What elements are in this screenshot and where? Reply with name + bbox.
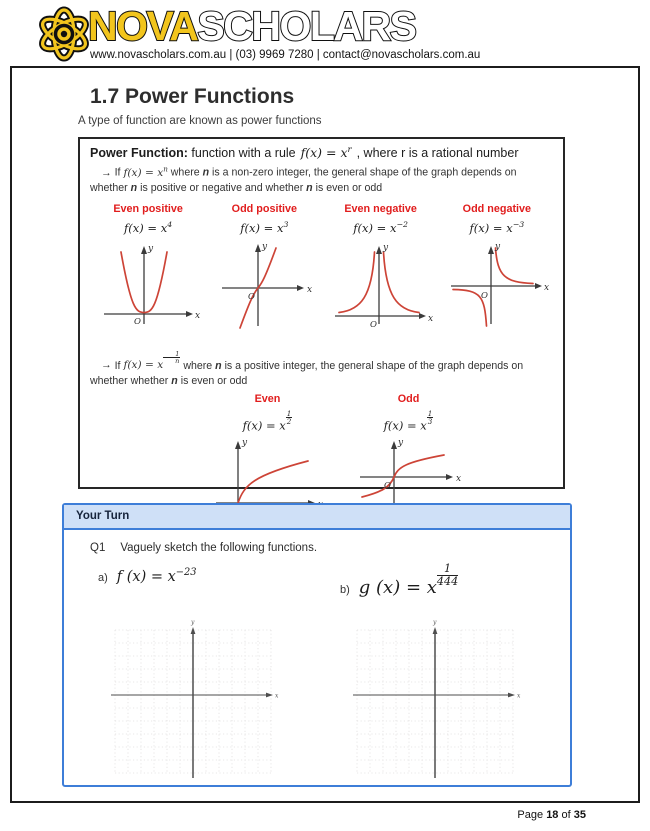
definition-rule-tail: , where r is a rational number (356, 146, 519, 161)
frac-den: 3 (427, 417, 433, 427)
arrow-icon: → (101, 166, 112, 179)
svg-text:y: y (433, 619, 437, 626)
variable-n: n (202, 166, 210, 179)
svg-text:x: x (275, 692, 279, 700)
column-formula (208, 410, 328, 432)
definition-box (78, 137, 565, 492)
part-a-math (117, 569, 197, 585)
bullet1-t4: is even or odd (315, 181, 383, 194)
sketch-grid-b (349, 620, 519, 782)
svg-text:x: x (195, 310, 201, 321)
atom-logo-icon (33, 5, 95, 63)
part-a-exp: −23 (175, 567, 197, 578)
your-turn-box (62, 503, 572, 787)
formula-exp: 3 (283, 219, 289, 229)
svg-text:x: x (307, 284, 313, 295)
contact-line: www.novascholars.com.au | (03) 9969 7280 | contact@novascholars.com.au (90, 49, 481, 61)
bullet-integer-powers (90, 164, 552, 196)
bullet1-t2: is a non-zero integer, the general shape of the graph depends on whether (90, 166, 517, 194)
frac-num: 1 (286, 408, 292, 418)
lesson-intro: A type of function are known as power functions (78, 115, 322, 127)
footer-page-word: Page (517, 809, 544, 821)
formula-frac (286, 410, 293, 426)
formula-lhs: f(x) = x (242, 418, 286, 433)
frac-num: 1 (163, 351, 180, 359)
footer-of-word: of (561, 809, 571, 821)
bullet2-math-lhs: f(x) = x (123, 359, 164, 372)
definition-line (90, 145, 555, 160)
your-turn-header: Your Turn (64, 505, 570, 530)
svg-text:x: x (543, 282, 549, 293)
page-footer (517, 809, 586, 821)
brand-scholars: SCHOLARS (197, 3, 416, 49)
variable-n: n (215, 359, 222, 372)
question-line (90, 542, 552, 554)
bullet1-t3: is positive or negative and whether (140, 181, 304, 194)
definition-term: Power Function: (90, 146, 188, 161)
bullet2-math-frac (163, 351, 180, 366)
graph-odd-negative (447, 238, 547, 333)
definition-term-rest: function with a rule (187, 146, 296, 161)
column-heading: Odd positive (231, 202, 298, 215)
brand-nova: NOVA (88, 3, 198, 49)
bullet-root-powers (90, 351, 552, 389)
svg-text:y: y (397, 438, 403, 449)
rule-exponent: r (347, 145, 352, 155)
column-heading: Even (254, 392, 281, 405)
column-formula (90, 220, 206, 235)
bullet2-pre: If (114, 359, 121, 372)
brand-header (0, 0, 650, 66)
column-formula (323, 220, 439, 235)
question-text: Vaguely sketch the following functions. (120, 542, 318, 554)
question-parts (82, 562, 552, 605)
bullet2-math (123, 349, 180, 372)
your-turn-body (64, 530, 570, 782)
svg-text:O: O (369, 319, 377, 330)
bullet2-t2: is a positive integer, the general shape of the graph depends on whether whether (90, 359, 524, 387)
arrow-icon: → (101, 359, 112, 372)
formula-exp: 4 (167, 219, 173, 229)
column-odd-positive (206, 203, 322, 338)
frac-den: 444 (436, 574, 459, 588)
part-b-label: b) (340, 583, 350, 596)
formula-frac (427, 410, 434, 426)
part-b (340, 563, 458, 598)
formula-lhs: f(x) = x (353, 220, 397, 235)
formula-lhs: f(x) = x (383, 418, 427, 433)
variable-n: n (306, 181, 313, 194)
graph-even-positive (98, 238, 201, 333)
page-title: 1.7 Power Functions (90, 85, 295, 108)
rule-lhs: f(x) = x (300, 145, 348, 161)
formula-lhs: f(x) = x (240, 220, 284, 235)
part-a (98, 567, 197, 586)
graph-even-negative (331, 238, 431, 333)
column-formula (354, 410, 464, 432)
svg-text:y: y (382, 242, 388, 253)
variable-n: n (171, 374, 178, 387)
footer-page-number: 18 (546, 809, 559, 821)
svg-text:y: y (494, 241, 500, 252)
svg-text:O: O (134, 316, 142, 327)
svg-text:y: y (191, 619, 195, 626)
content-frame (10, 66, 640, 803)
svg-text:O: O (383, 481, 391, 492)
sketch-grids (107, 620, 552, 782)
svg-text:y: y (241, 438, 247, 449)
part-b-lhs: g (x) = x (358, 576, 437, 598)
svg-text:x: x (427, 313, 433, 324)
part-a-lhs: f (x) = x (116, 568, 176, 585)
column-heading: Even positive (113, 202, 183, 215)
column-even-positive (90, 203, 206, 338)
footer-total-pages: 35 (573, 809, 586, 821)
svg-text:O: O (480, 290, 488, 301)
variable-n: n (130, 181, 138, 194)
graph-odd-positive (214, 238, 314, 333)
part-b-frac (437, 563, 458, 587)
svg-text:y: y (148, 243, 154, 254)
frac-num: 1 (427, 408, 433, 418)
svg-text:O: O (248, 291, 256, 302)
frac-num: 1 (437, 563, 458, 576)
svg-text:x: x (455, 474, 461, 485)
formula-exp: −3 (512, 219, 525, 229)
formula-lhs: f(x) = x (124, 220, 168, 235)
part-b-math (358, 562, 459, 598)
column-odd-negative (439, 203, 555, 338)
column-even-negative (323, 203, 439, 338)
bullet1-math-exp: n (163, 164, 168, 174)
bullet1-pre: If (114, 166, 121, 179)
column-formula (206, 220, 322, 235)
column-heading: Odd negative (462, 202, 532, 215)
bullet1-math (123, 164, 168, 179)
question-number: Q1 (90, 542, 106, 554)
bullet2-t1: where (183, 359, 213, 372)
frac-den: 2 (286, 417, 292, 427)
svg-text:x: x (517, 692, 521, 700)
part-a-label: a) (98, 571, 108, 584)
bullet2-t3: is even or odd (180, 374, 248, 387)
brand-wordmark (88, 3, 416, 49)
bullet1-t1: where (170, 166, 200, 179)
column-heading: Odd (397, 392, 420, 405)
frac-den: n (175, 357, 180, 366)
svg-text:y: y (262, 241, 268, 252)
rule-math (301, 145, 352, 160)
sketch-grid-a (107, 620, 277, 782)
formula-lhs: f(x) = x (469, 220, 513, 235)
power-columns (90, 203, 555, 338)
formula-exp: −2 (396, 219, 408, 229)
bullet1-math-lhs: f(x) = x (123, 166, 164, 179)
column-heading: Even negative (344, 202, 417, 215)
column-formula (439, 220, 555, 235)
